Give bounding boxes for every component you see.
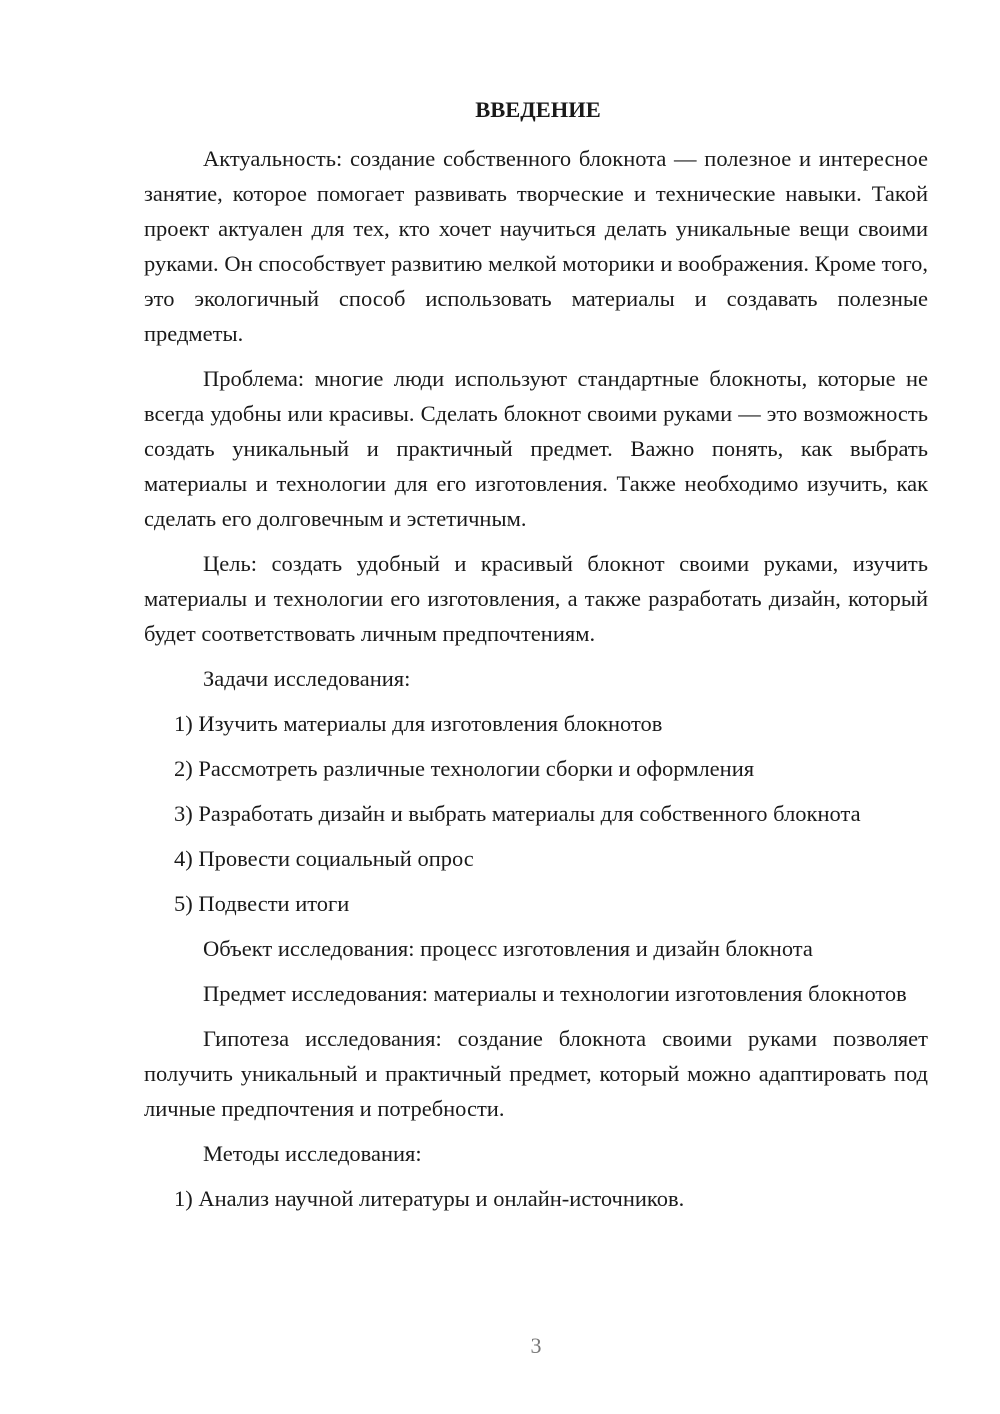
paragraph-problem: Проблема: многие люди используют стандартные блокноты, которые не всегда удобны или красивы. Сделать блокнот своими руками — это возможность создать уникальный и практичный предмет. Важно понять, как выбрать материалы и технологии для его изготовления. Также необходимо изучить, как сделать его долговечным и эстетичным. <box>144 366 928 531</box>
paragraph-goal: Цель: создать удобный и красивый блокнот своими руками, изучить материалы и технологии его изготовления, а также разработать дизайн, который будет соответствовать личным предпочтениям. <box>144 551 928 646</box>
paragraph-object: Объект исследования: процесс изготовления и дизайн блокнота <box>203 936 813 961</box>
list-item-task-3: 3) Разработать дизайн и выбрать материалы для собственного блокнота <box>174 801 861 826</box>
page-number: 3 <box>530 1333 542 1358</box>
section-title: ВВЕДЕНИЕ <box>475 97 601 122</box>
methods-heading: Методы исследования: <box>203 1141 422 1166</box>
tasks-heading: Задачи исследования: <box>203 666 411 691</box>
list-item-task-2: 2) Рассмотреть различные технологии сборки и оформления <box>174 756 755 781</box>
list-item-task-4: 4) Провести социальный опрос <box>174 846 474 871</box>
paragraph-relevance: Актуальность: создание собственного блокнота — полезное и интересное занятие, которое помогает развивать творческие и технические навыки. Такой проект актуален для тех, кто хочет научиться делать уникальные вещи своими руками. Он способствует развитию мелкой моторики и воображения. Кроме того, это экологичный способ использовать материалы и создавать полезные предметы. <box>144 146 928 346</box>
list-item-task-1: 1) Изучить материалы для изготовления блокнотов <box>174 711 663 736</box>
list-item-task-5: 5) Подвести итоги <box>174 891 350 916</box>
paragraph-subject: Предмет исследования: материалы и технологии изготовления блокнотов <box>203 981 907 1006</box>
list-item-method-1: 1) Анализ научной литературы и онлайн-источников. <box>174 1186 685 1211</box>
paragraph-hypothesis: Гипотеза исследования: создание блокнота своими руками позволяет получить уникальный и практичный предмет, который можно адаптировать под личные предпочтения и потребности. <box>144 1026 928 1121</box>
page-content <box>144 92 928 1226</box>
